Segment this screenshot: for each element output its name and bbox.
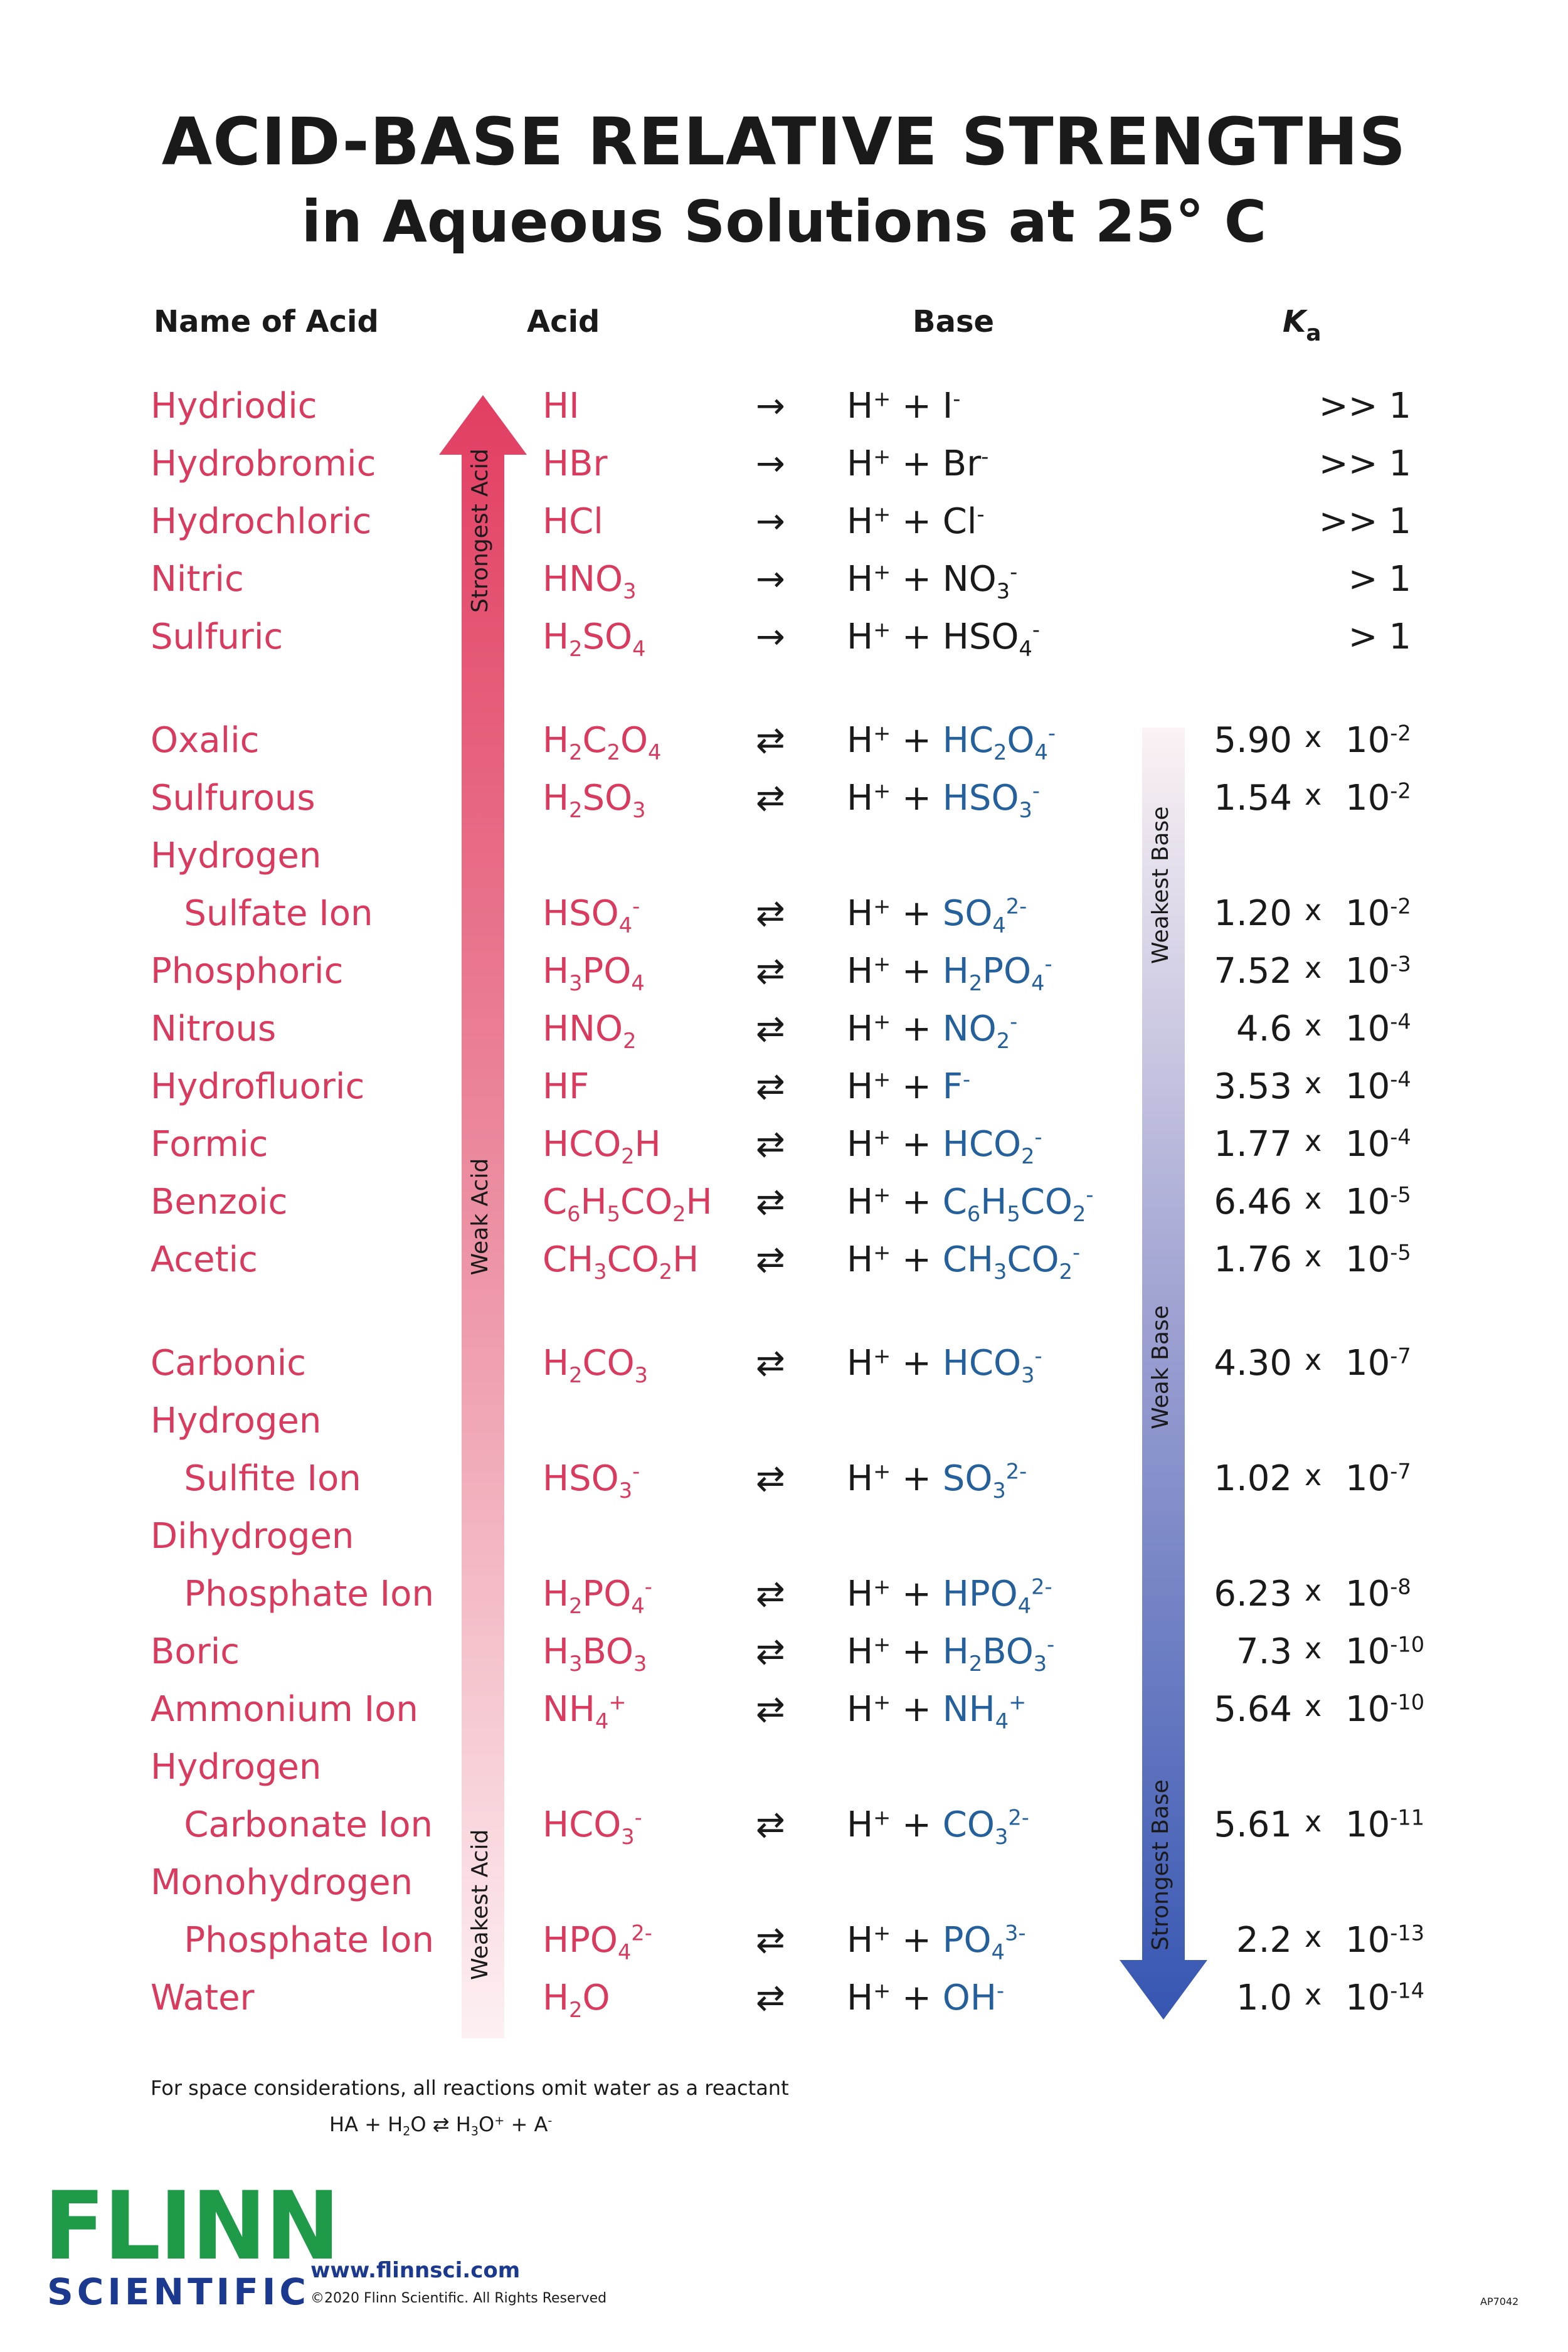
conjugate-base: $H^+ + CH_3CO_2^-$ [847,1239,1081,1284]
ka-value: >> 1 [1318,386,1411,426]
ka-exponent: $10^{-5}$ [1345,1182,1411,1222]
acid-formula: $HSO_4^-$ [543,893,640,938]
ka-mantissa: 5.61 [1214,1804,1292,1845]
ka-times: x [1305,1631,1322,1665]
ka-exponent: $10^{-5}$ [1345,1239,1411,1280]
ka-mantissa: 7.52 [1214,951,1292,992]
footnote: For space considerations, all reactions omit water as a reactant [151,2076,789,2100]
acid-name: Carbonic [151,1343,307,1384]
acid-formula: $HSO_3^-$ [543,1458,640,1503]
conjugate-base: H+ + I- [847,386,961,426]
acid-name: Benzoic [151,1182,288,1222]
ka-times: x [1305,1920,1322,1954]
acid-formula: $C_6H_5CO_2H$ [543,1182,712,1226]
ka-mantissa: 1.76 [1214,1239,1292,1280]
ka-exponent: $10^{-2}$ [1345,778,1411,818]
ka-mantissa: 1.0 [1236,1978,1292,2018]
reaction-arrow: → [756,443,785,484]
reaction-arrow: ⇄ [756,1066,785,1107]
ka-exponent: $10^{-4}$ [1345,1124,1411,1165]
acid-name: Monohydrogen [151,1862,413,1903]
ka-exponent: $10^{-4}$ [1345,1009,1411,1049]
product-code: AP7042 [1480,2296,1519,2307]
acid-name: Hydrogen [151,835,322,876]
acid-formula: $H_2O$ [543,1978,610,2022]
acid-name: Hydrogen [151,1401,322,1441]
conjugate-base: $H^+ + NO_3^-$ [847,559,1018,603]
conjugate-base: $H^+ + NO_2^-$ [847,1009,1018,1053]
footnote-equation: HA + $H_2O$ ⇄ $H_3O^+ + A^-$ [329,2112,553,2139]
label-weakest-base: Weakest Base [1148,806,1173,964]
header-name-of-acid: Name of Acid [154,304,379,339]
ka-value: >> 1 [1318,501,1411,542]
acid-name: Hydrochloric [151,501,372,542]
ka-mantissa: 1.20 [1214,893,1292,934]
ka-mantissa: 1.77 [1214,1124,1292,1165]
conjugate-base: $H^+ + SO_4^{2-}$ [847,893,1027,938]
ka-mantissa: 4.30 [1214,1343,1292,1384]
ka-mantissa: 5.64 [1214,1689,1292,1730]
acid-name: Phosphoric [151,951,344,992]
acid-formula: HBr [543,443,608,484]
acid-formula: HF [543,1066,590,1107]
label-weak-base: Weak Base [1148,1305,1173,1429]
acid-name: Sulfuric [151,617,283,657]
conjugate-base: $H^+ + HCO_2^-$ [847,1124,1042,1168]
acid-name: Acetic [151,1239,258,1280]
ka-exponent: $10^{-10}$ [1345,1631,1425,1672]
conjugate-base: $H^+ + H_2PO_4^-$ [847,951,1052,995]
page-subtitle: in Aqueous Solutions at 25° C [301,188,1267,255]
reaction-arrow: ⇄ [756,1574,785,1614]
conjugate-base: H+ + Cl- [847,501,985,542]
ka-subscript: a [1306,320,1322,346]
conjugate-base: $H^+ + SO_3^{2-}$ [847,1458,1027,1503]
ka-exponent: $10^{-8}$ [1345,1574,1411,1614]
acid-name: Hydrobromic [151,443,376,484]
acid-name: Oxalic [151,720,260,761]
conjugate-base: $H^+ + CO_3^{2-}$ [847,1804,1029,1849]
acid-formula: $H_2SO_4$ [543,617,646,661]
ka-exponent: $10^{-2}$ [1345,720,1411,761]
acid-formula: HI [543,386,580,426]
logo-flinn: FLINN [44,2172,339,2281]
ka-times: x [1305,1009,1322,1042]
conjugate-base: $H^+ + HCO_3^-$ [847,1343,1042,1387]
acid-name: Phosphate Ion [151,1920,434,1961]
ka-mantissa: 5.90 [1214,720,1292,761]
reaction-arrow: ⇄ [756,1631,785,1672]
conjugate-base: H+ + Br- [847,443,989,484]
reaction-arrow: ⇄ [756,1009,785,1049]
acid-name: Ammonium Ion [151,1689,418,1730]
ka-value: > 1 [1348,559,1411,600]
acid-formula: $H_3BO_3$ [543,1631,647,1676]
reaction-arrow: ⇄ [756,1182,785,1222]
conjugate-base: H+ + F- [847,1066,971,1107]
ka-exponent: $10^{-11}$ [1345,1804,1425,1845]
conjugate-base: $H^+ + HSO_3^-$ [847,778,1041,822]
ka-exponent: $10^{-10}$ [1345,1689,1425,1730]
reaction-arrow: ⇄ [756,1124,785,1165]
acid-formula: $H_2PO_4^-$ [543,1574,652,1618]
conjugate-base: $H^+ + PO_4^{3-}$ [847,1920,1026,1964]
ka-exponent: $10^{-2}$ [1345,893,1411,934]
ka-times: x [1305,720,1322,754]
conjugate-base: $H^+ + C_6H_5CO_2^-$ [847,1182,1094,1226]
conjugate-base: $H^+ + HC_2O_4^-$ [847,720,1056,765]
conjugate-base: $H^+ + NH_4^+$ [847,1689,1027,1734]
header-acid: Acid [527,304,600,339]
acid-formula: $NH_4^+$ [543,1689,627,1734]
ka-times: x [1305,1182,1322,1216]
ka-times: x [1305,1978,1322,2011]
reaction-arrow: ⇄ [756,1343,785,1384]
acid-formula: $HNO_2$ [543,1009,637,1053]
acid-formula: HCl [543,501,603,542]
label-weakest-acid: Weakest Acid [467,1829,493,1980]
acid-formula: $HNO_3$ [543,559,637,603]
ka-exponent: $10^{-7}$ [1345,1343,1411,1384]
acid-name: Sulfate Ion [151,893,373,934]
reaction-arrow: ⇄ [756,1689,785,1730]
reaction-arrow: → [756,559,785,600]
acid-name: Carbonate Ion [151,1804,433,1845]
ka-times: x [1305,778,1322,812]
reaction-arrow: ⇄ [756,1920,785,1961]
ka-mantissa: 3.53 [1214,1066,1292,1107]
ka-times: x [1305,951,1322,985]
acid-formula: $HPO_4^{2-}$ [543,1920,652,1964]
reaction-arrow: → [756,386,785,426]
reaction-arrow: ⇄ [756,1239,785,1280]
acid-formula: $H_2CO_3$ [543,1343,649,1387]
acid-name: Water [151,1978,255,2018]
label-strongest-acid: Strongest Acid [467,448,493,613]
acid-formula: $H_2C_2O_4$ [543,720,662,765]
acid-name: Boric [151,1631,240,1672]
acid-name: Dihydrogen [151,1516,354,1557]
ka-exponent: $10^{-13}$ [1345,1920,1425,1961]
ka-exponent: $10^{-14}$ [1345,1978,1425,2018]
ka-mantissa: 1.02 [1214,1458,1292,1499]
ka-times: x [1305,1239,1322,1273]
ka-times: x [1305,1458,1322,1492]
acid-name: Hydrofluoric [151,1066,365,1107]
reaction-arrow: ⇄ [756,1804,785,1845]
label-weak-acid: Weak Acid [467,1158,493,1276]
reaction-arrow: ⇄ [756,893,785,934]
acid-formula: $HCO_2H$ [543,1124,661,1168]
logo-scientific: SCIENTIFIC [47,2270,310,2313]
reaction-arrow: ⇄ [756,1458,785,1499]
ka-exponent: $10^{-7}$ [1345,1458,1411,1499]
ka-times: x [1305,1689,1322,1723]
ka-times: x [1305,1804,1322,1838]
ka-exponent: $10^{-4}$ [1345,1066,1411,1107]
reaction-arrow: ⇄ [756,951,785,992]
acid-formula: $CH_3CO_2H$ [543,1239,699,1284]
ka-times: x [1305,893,1322,927]
conjugate-base: $H^+ + H_2BO_3^-$ [847,1631,1055,1676]
ka-mantissa: 2.2 [1236,1920,1292,1961]
reaction-arrow: ⇄ [756,778,785,818]
acid-formula: $H_2SO_3$ [543,778,646,822]
reaction-arrow: → [756,501,785,542]
ka-mantissa: 6.46 [1214,1182,1292,1222]
reaction-arrow: ⇄ [756,1978,785,2018]
reaction-arrow: ⇄ [756,720,785,761]
ka-mantissa: 7.3 [1236,1631,1292,1672]
acid-name: Nitrous [151,1009,277,1049]
copyright: ©2020 Flinn Scientific. All Rights Reserved [310,2291,607,2306]
ka-value: >> 1 [1318,443,1411,484]
ka-mantissa: 1.54 [1214,778,1292,818]
header-ka [1283,304,1322,346]
acid-formula: $HCO_3^-$ [543,1804,642,1849]
acid-name: Sulfurous [151,778,315,818]
ka-mantissa: 4.6 [1236,1009,1292,1049]
ka-times: x [1305,1066,1322,1100]
ka-exponent: $10^{-3}$ [1345,951,1411,992]
page-title: ACID-BASE RELATIVE STRENGTHS [161,103,1407,180]
acid-name: Phosphate Ion [151,1574,434,1614]
website-link[interactable]: www.flinnsci.com [310,2258,521,2283]
ka-times: x [1305,1124,1322,1158]
acid-name: Nitric [151,559,244,600]
ka-value: > 1 [1348,617,1411,657]
ka-times: x [1305,1343,1322,1377]
ka-times: x [1305,1574,1322,1608]
conjugate-base: H+ + OH- [847,1978,1005,2018]
ka-k: K [1283,304,1306,339]
reaction-arrow: → [756,617,785,657]
acid-name: Formic [151,1124,268,1165]
conjugate-base: $H^+ + HSO_4^-$ [847,617,1041,661]
acid-formula: $H_3PO_4$ [543,951,645,995]
acid-name: Hydriodic [151,386,317,426]
acid-name: Hydrogen [151,1747,322,1788]
conjugate-base: $H^+ + HPO_4^{2-}$ [847,1574,1052,1618]
acid-name: Sulfite Ion [151,1458,361,1499]
ka-mantissa: 6.23 [1214,1574,1292,1614]
label-strongest-base: Strongest Base [1148,1779,1173,1951]
header-base: Base [913,304,995,339]
